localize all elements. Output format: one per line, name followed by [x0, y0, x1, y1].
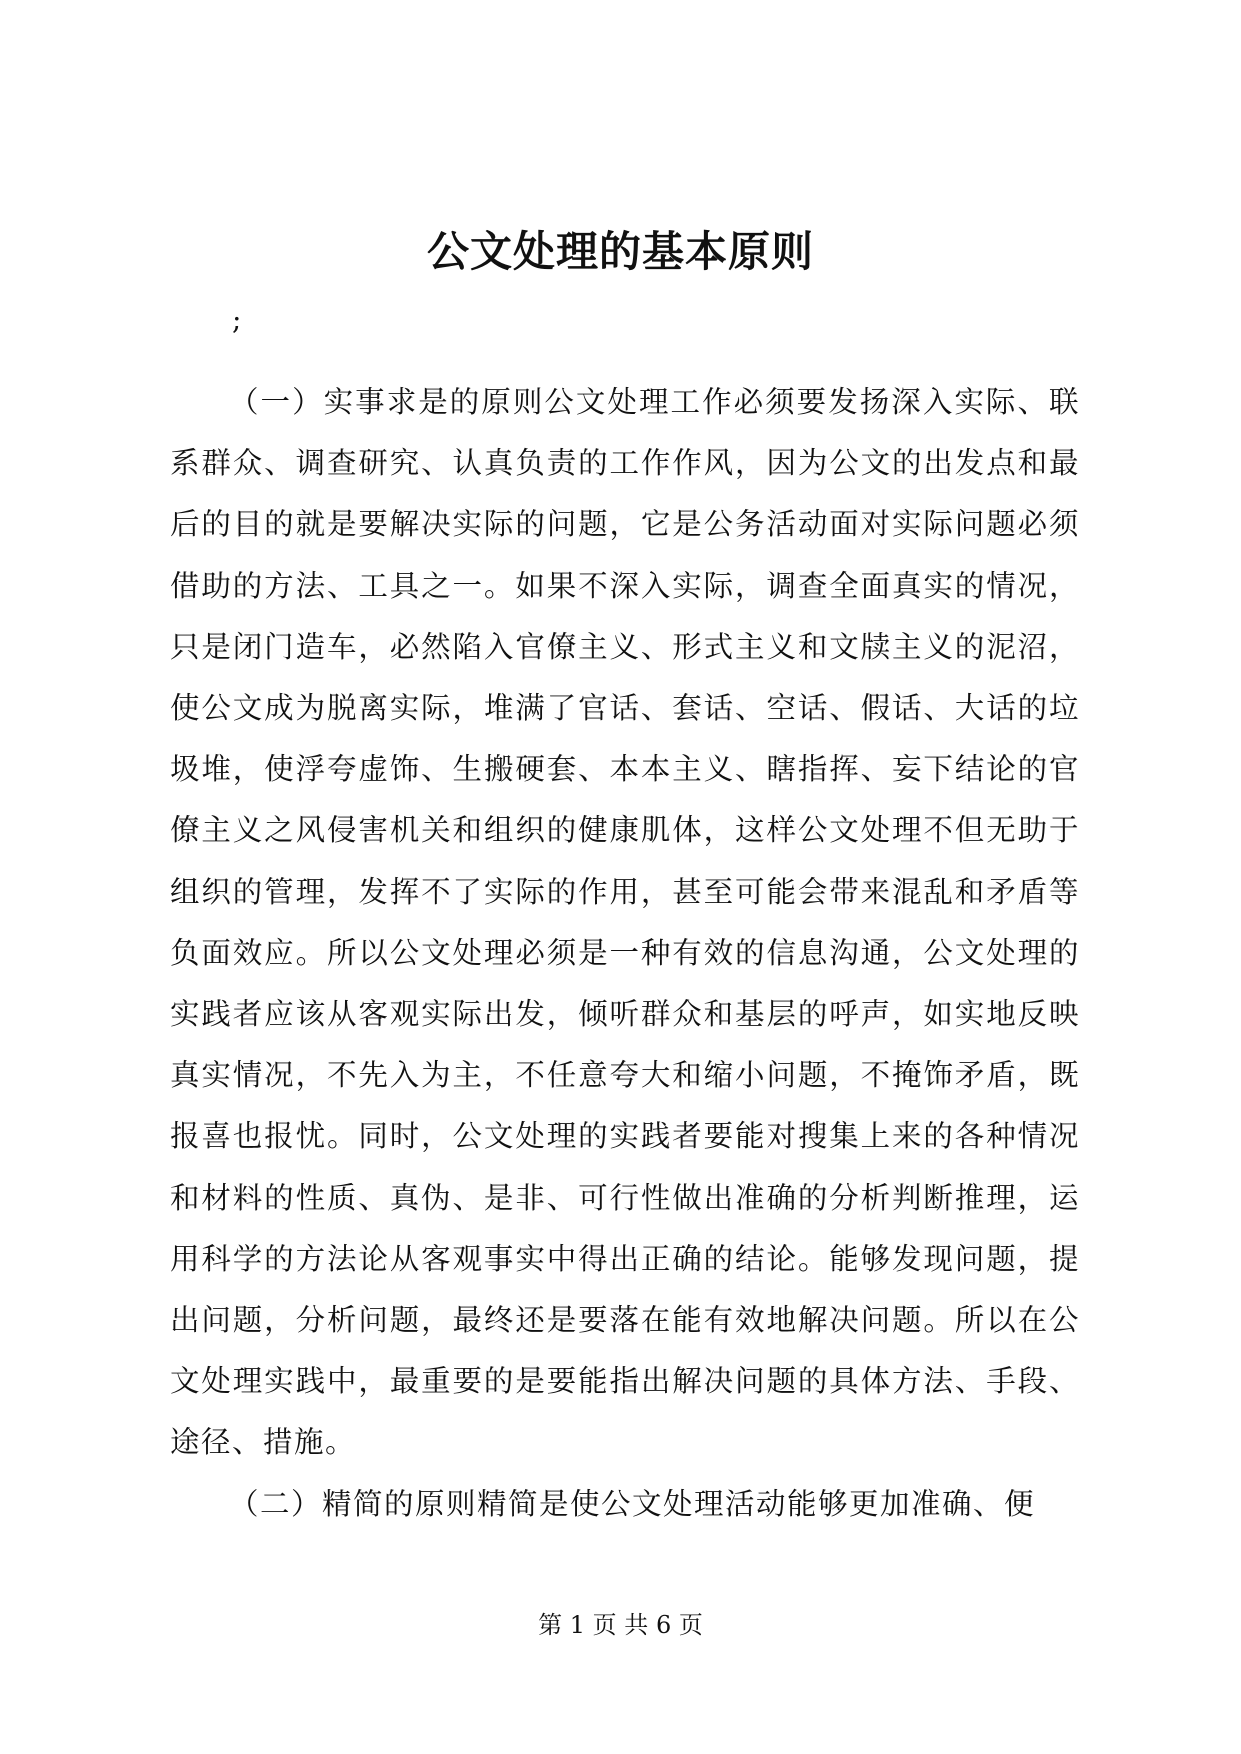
document-body	[170, 372, 1080, 1535]
paragraph-principle-1: （一）实事求是的原则公文处理工作必须要发扬深入实际、联系群众、调查研究、认真负责的工作作风，因为公文的出发点和最后的目的就是要解决实际的问题，它是公务活动面对实际问题必须借助的方法、工具之一。如果不深入实际，调查全面真实的情况，只是闭门造车，必然陷入官僚主义、形式主义和文牍主义的泥沼，使公文成为脱离实际，堆满了官话、套话、空话、假话、大话的垃圾堆，使浮夸虚饰、生搬硬套、本本主义、瞎指挥、妄下结论的官僚主义之风侵害机关和组织的健康肌体，这样公文处理不但无助于组织的管理，发挥不了实际的作用，甚至可能会带来混乱和矛盾等负面效应。所以公文处理必须是一种有效的信息沟通，公文处理的实践者应该从客观实际出发，倾听群众和基层的呼声，如实地反映真实情况，不先入为主，不任意夸大和缩小问题，不掩饰矛盾，既报喜也报忧。同时，公文处理的实践者要能对搜集上来的各种情况和材料的性质、真伪、是非、可行性做出准确的分析判断推理，运用科学的方法论从客观事实中得出正确的结论。能够发现问题，提出问题，分析问题，最终还是要落在能有效地解决问题。所以在公文处理实践中，最重要的是要能指出解决问题的具体方法、手段、途径、措施。	[170, 385, 1080, 1460]
paragraph-principle-2: （二）精简的原则精简是使公文处理活动能够更加准确、便	[229, 1486, 1036, 1521]
document-title: 公文处理的基本原则	[426, 227, 814, 276]
semicolon-marker: ;	[232, 303, 242, 336]
page-footer: 第 1 页 共 6 页	[538, 1611, 703, 1639]
